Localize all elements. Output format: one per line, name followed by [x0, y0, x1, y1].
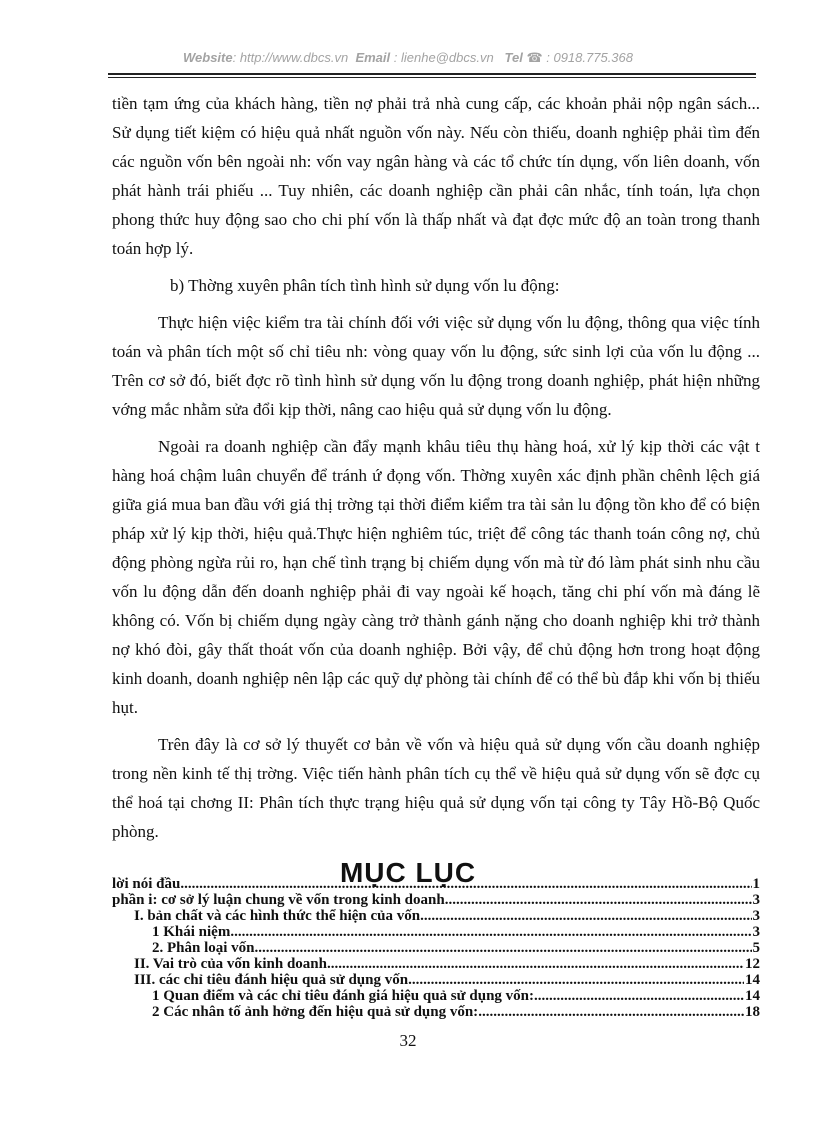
tel-label: Tel: [504, 50, 523, 65]
toc-title: MỤC LỤC: [339, 857, 477, 888]
toc-entry-label: phần i: cơ sở lý luận chung về vốn trong kinh doanh: [112, 892, 445, 908]
email-value: : lienhe@dbcs.vn: [393, 50, 494, 65]
toc-entry-page: 3: [752, 892, 760, 908]
toc-leader: [420, 908, 751, 924]
toc-leader: [478, 1004, 744, 1020]
table-of-contents: [112, 876, 760, 1020]
toc-entry[interactable]: [112, 956, 760, 972]
toc-entry[interactable]: [112, 1004, 760, 1020]
toc-entry-label: II. Vai trò của vốn kinh doanh: [134, 956, 327, 972]
toc-entry-page: 3: [752, 924, 760, 940]
header-rule: [108, 73, 756, 78]
toc-entry-page: 14: [745, 972, 760, 988]
toc-entry-page: 14: [745, 988, 760, 1004]
toc-entry-label: 1 Khái niệm: [152, 924, 231, 940]
subheading-b: b) Thờng xuyên phân tích tình hình sử dụng vốn lu động:: [170, 276, 560, 295]
toc-entry[interactable]: [112, 988, 760, 1004]
toc-leader: [408, 972, 744, 988]
toc-entry[interactable]: [112, 940, 760, 956]
page-number: 32: [399, 1031, 417, 1050]
toc-entry-label: lời nói đầu: [112, 876, 181, 892]
toc-entry-page: 18: [745, 1004, 760, 1020]
toc-entry-label: III. các chỉ tiêu đánh hiệu quả sử dụng vốn: [134, 972, 409, 988]
toc-leader: [255, 940, 752, 956]
paragraph-3: Ngoài ra doanh nghiệp cần đẩy mạnh khâu tiêu thụ hàng hoá, xử lý kịp thời các vật t hàng hoá chậm luân chuyển để tránh ứ đọng vốn. Thờng xuyên xác định phần chênh lệch giá giữa giá mua ban đầu với giá thị trờng tại thời điểm kiểm tra tài sản lu động tồn kho để có biện pháp xử lý kịp thời, hiệu quả.Thực hiện nghiêm túc, triệt để công tác thanh toán công nợ, chủ động phòng ngừa rủi ro, hạn chế tình trạng bị chiếm dụng vốn mà từ đó làm phát sinh nhu cầu vốn lu động dẫn đến doanh nghiệp phải đi vay ngoài kế hoạch, tăng chi phí vốn mà đáng lẽ không có. Vốn bị chiếm dụng ngày càng trở thành gánh nặng cho doanh nghiệp khi trở thành nợ khó đòi, gây thất thoát vốn của doanh nghiệp. Bởi vậy, để chủ động hơn trong hoạt động kinh doanh, doanh nghiệp nên lập các quỹ dự phòng tài chính để có thể bù đắp khi vốn bị thiếu hụt.: [112, 437, 760, 717]
toc-leader: [230, 924, 751, 940]
website-label: Website: [182, 50, 233, 65]
website-value: : http://www.dbcs.vn: [232, 50, 349, 65]
toc-entry[interactable]: [112, 924, 760, 940]
paragraph-2: Thực hiện việc kiểm tra tài chính đối với việc sử dụng vốn lu động, thông qua việc tính toán và phân tích một số chỉ tiêu nh: vòng quay vốn lu động, sức sinh lợi của vốn lu động ... Trên cơ sở đó, biết đợc rõ tình hình sử dụng vốn lu động trong doanh nghiệp, phát hiện những vớng mắc nhằm sửa đổi kịp thời, nâng cao hiệu quả sử dụng vốn lu động.: [112, 313, 760, 419]
toc-entry-label: 1 Quan điểm và các chỉ tiêu đánh giá hiệu quả sử dụng vốn:: [152, 988, 535, 1004]
paragraph-1: tiền tạm ứng của khách hàng, tiền nợ phải trả nhà cung cấp, các khoản phải nộp ngân sách... Sử dụng tiết kiệm có hiệu quả nhất nguồn vốn này. Nếu còn thiếu, doanh nghiệp phải tìm đến các nguồn vốn bên ngoài nh: vốn vay ngân hàng và các tổ chức tín dụng, vốn liên doanh, vốn phát hành trái phiếu ... Tuy nhiên, các doanh nghiệp cần phải cân nhắc, tính toán, lựa chọn phong thức huy động sao cho chi phí vốn là thấp nhất và đạt đợc mức độ an toàn trong thanh toán hợp lý.: [112, 94, 760, 258]
toc-leader: [445, 892, 752, 908]
paragraph-4: Trên đây là cơ sở lý thuyết cơ bản về vốn và hiệu quả sử dụng vốn cầu doanh nghiệp trong nền kinh tế thị trờng. Việc tiến hành phân tích cụ thể về hiệu quả sử dụng vốn sẽ đợc cụ thể hoá tại chơng II: Phân tích thực trạng hiệu quả sử dụng vốn tại công ty Tây Hồ-Bộ Quốc phòng.: [112, 735, 760, 841]
toc-entry[interactable]: [112, 908, 760, 924]
toc-entry[interactable]: [112, 892, 760, 908]
toc-entry-page: 12: [745, 956, 760, 972]
toc-entry[interactable]: [112, 972, 760, 988]
toc-leader: [180, 876, 751, 892]
toc-leader: [327, 956, 744, 972]
toc-entry-page: 3: [752, 908, 760, 924]
toc-entry-label: 2 Các nhân tố ảnh hởng đến hiệu quả sử dụng vốn:: [152, 1004, 479, 1020]
toc-entry-label: I. bản chất và các hình thức thể hiện của vốn: [134, 908, 421, 924]
email-label: Email: [355, 50, 391, 65]
toc-entry-label: 2. Phân loại vốn: [152, 940, 255, 956]
tel-value: ☎ : 0918.775.368: [522, 50, 633, 65]
toc-entry-page: 5: [752, 940, 760, 956]
toc-leader: [534, 988, 744, 1004]
page-header: [0, 50, 816, 66]
toc-entry-page: 1: [752, 876, 760, 892]
toc-entry[interactable]: [112, 876, 760, 892]
document-body: [112, 89, 760, 854]
